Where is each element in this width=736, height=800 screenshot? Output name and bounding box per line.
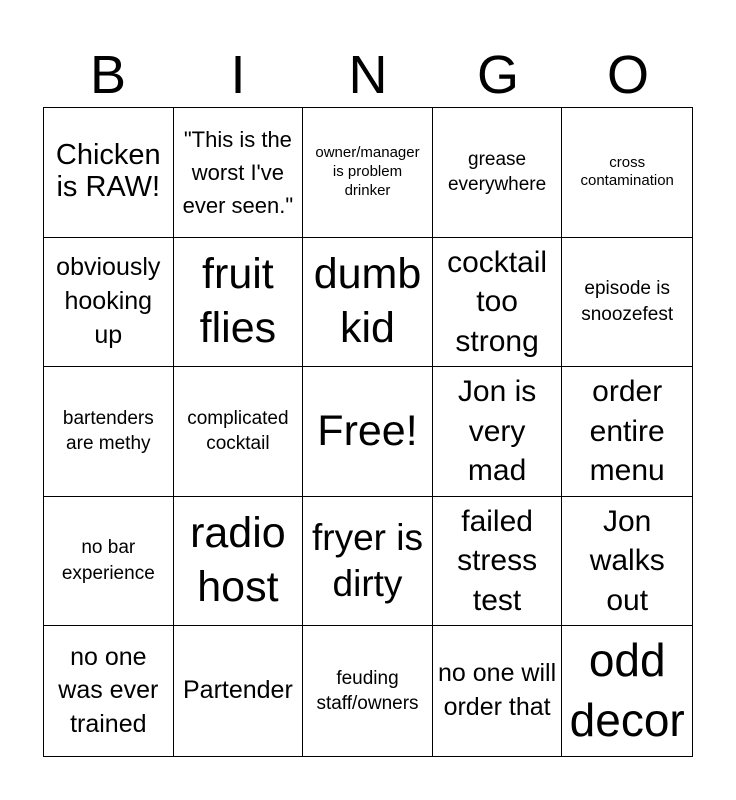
cell-text: fruit flies	[199, 250, 277, 352]
free-space-text: Free!	[317, 406, 418, 455]
header-letter-o: O	[606, 45, 649, 105]
bingo-cell[interactable]	[44, 108, 174, 238]
cell-text: Chicken is RAW!	[55, 139, 161, 204]
bingo-cell[interactable]	[562, 238, 692, 368]
header-letter-g: G	[476, 45, 519, 105]
bingo-cell[interactable]	[174, 367, 304, 497]
bingo-header	[43, 44, 693, 106]
bingo-cell[interactable]	[174, 497, 304, 627]
cell-text: cocktail too strong	[447, 245, 548, 358]
bingo-board	[43, 107, 693, 757]
cell-text: no one will order that	[438, 659, 557, 722]
bingo-cell[interactable]	[303, 497, 433, 627]
bingo-cell[interactable]	[562, 497, 692, 627]
cell-text: failed stress test	[457, 504, 538, 617]
cell-text: odd decor	[569, 634, 685, 747]
bingo-cell[interactable]	[433, 367, 563, 497]
cell-text: obviously hooking up	[56, 253, 161, 349]
bingo-cell[interactable]	[433, 497, 563, 627]
bingo-cell[interactable]	[303, 238, 433, 368]
cell-text: owner/manager is problem drinker	[315, 144, 420, 199]
cell-text: fryer is dirty	[311, 516, 423, 605]
cell-text: feuding staff/owners	[316, 667, 419, 715]
header-letter-n: N	[348, 45, 388, 105]
cell-text: no one was ever trained	[58, 642, 159, 739]
cell-text: Partender	[182, 676, 293, 705]
cell-text: dumb kid	[313, 250, 422, 352]
cell-text: radio host	[190, 509, 286, 612]
bingo-cell[interactable]	[433, 626, 563, 756]
bingo-cell[interactable]	[562, 626, 692, 756]
cell-text: Jon is very mad	[457, 375, 537, 488]
cell-text: complicated cocktail	[187, 407, 289, 455]
bingo-cell[interactable]	[303, 626, 433, 756]
bingo-cell[interactable]	[562, 367, 692, 497]
bingo-cell-free[interactable]	[303, 367, 433, 497]
cell-text: grease everywhere	[447, 148, 547, 196]
cell-text: cross contamination	[580, 153, 674, 190]
bingo-cell[interactable]	[433, 238, 563, 368]
bingo-cell[interactable]	[433, 108, 563, 238]
bingo-cell[interactable]	[44, 367, 174, 497]
cell-text: bartenders are methy	[62, 407, 154, 455]
bingo-cell[interactable]	[174, 626, 304, 756]
bingo-cell[interactable]	[174, 108, 304, 238]
bingo-cell[interactable]	[44, 626, 174, 756]
cell-text: Jon walks out	[589, 504, 665, 617]
cell-text: order entire menu	[589, 375, 665, 488]
cell-text: episode is snoozefest	[581, 278, 674, 325]
bingo-cell[interactable]	[44, 238, 174, 368]
cell-text: no bar experience	[61, 537, 155, 585]
bingo-cell[interactable]	[303, 108, 433, 238]
bingo-cell[interactable]	[44, 497, 174, 627]
cell-text: "This is the worst I've ever seen."	[182, 126, 294, 218]
bingo-cell[interactable]	[174, 238, 304, 368]
bingo-cell[interactable]	[562, 108, 692, 238]
header-letter-i: I	[230, 45, 246, 105]
header-letter-b: B	[89, 45, 127, 105]
